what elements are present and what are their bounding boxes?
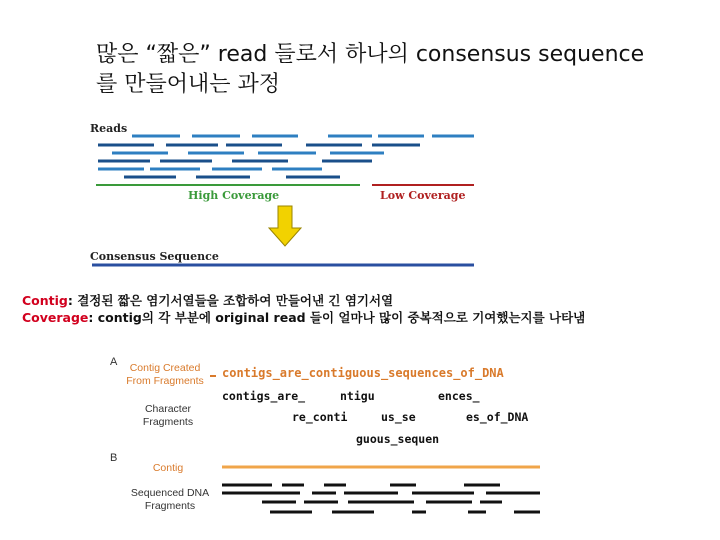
coverage-definition bbox=[22, 309, 585, 326]
sequenced-dna-label: Sequenced DNA Fragments bbox=[130, 487, 210, 512]
fragment: es_of_DNA bbox=[466, 410, 529, 424]
dna-fragment-diagram bbox=[0, 455, 720, 525]
character-fragments-label: Character Fragments bbox=[142, 403, 194, 428]
coverage-term: Coverage bbox=[22, 310, 89, 325]
panel-b-label: B bbox=[110, 452, 118, 464]
contig-term: Contig bbox=[22, 293, 68, 308]
reads-label: Reads bbox=[90, 122, 128, 135]
fragment: contigs_are_ bbox=[222, 389, 306, 403]
coverage-text: : contig의 각 부분에 original read 들이 얼마나 많이 중복적으로 기여했는지를 나타냄 bbox=[88, 310, 586, 325]
fragment: ences_ bbox=[438, 389, 480, 403]
fragment: guous_sequen bbox=[356, 432, 440, 446]
contig-text: : 결정된 짧은 염기서열들을 조합하여 만들어낸 긴 염기서열 bbox=[67, 293, 394, 308]
fragment: ntigu bbox=[340, 389, 375, 403]
fragment: re_conti bbox=[292, 410, 348, 424]
contig-text: contigs_are_contiguous_sequences_of_DNA bbox=[222, 366, 504, 380]
down-arrow-icon bbox=[269, 206, 301, 246]
contig-label: Contig bbox=[152, 462, 184, 474]
high-coverage-label: High Coverage bbox=[188, 189, 280, 202]
low-coverage-label: Low Coverage bbox=[380, 189, 466, 202]
contig-created-label: Contig Created From Fragments bbox=[126, 362, 204, 387]
contig-definition bbox=[22, 292, 585, 309]
title-line-2: 를 만들어내는 과정 bbox=[96, 72, 281, 97]
definitions bbox=[22, 292, 585, 326]
title-line-1: 많은 “짧은” read 들로서 하나의 consensus sequence bbox=[96, 42, 645, 67]
consensus-label: Consensus Sequence bbox=[90, 250, 219, 263]
fragment: us_se bbox=[381, 410, 416, 424]
panel-a-label: A bbox=[110, 356, 118, 368]
